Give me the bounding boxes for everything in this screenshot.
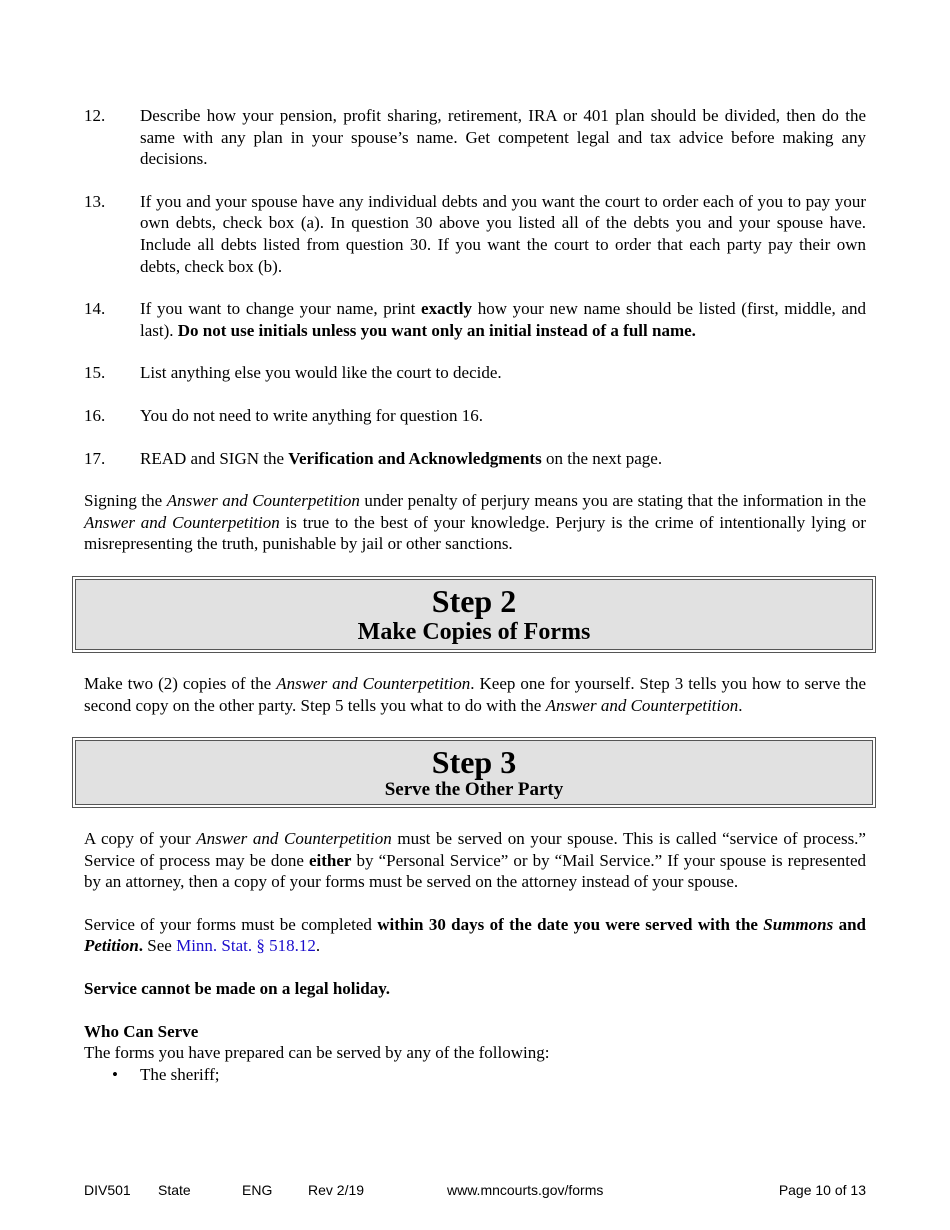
form-name: Answer and Counterpetition <box>196 829 392 849</box>
text-part: . Keep one for yourself. Step 3 tells you how to serve the second copy on the other party. Step 5 tells you what to do with the <box>84 673 866 715</box>
item-text-part: READ and SIGN the <box>140 448 289 468</box>
service-deadline-paragraph <box>84 914 866 957</box>
text-bold: either <box>308 850 352 870</box>
instruction-item-17 <box>84 448 866 470</box>
text-part: Service of your forms must be completed <box>84 914 378 934</box>
footer-state: State <box>158 1182 191 1198</box>
form-name: Petition <box>84 936 139 956</box>
item-number: 13. <box>84 191 106 211</box>
text-part: must be served on your spouse. This is called “service of process.” Service of process may be done <box>84 829 866 870</box>
who-can-serve-text: The forms you have prepared can be served by any of the following: <box>84 1043 550 1063</box>
item-text: You do not need to write anything for question 16. <box>140 405 483 425</box>
statute-link[interactable]: Minn. Stat. § 518.12 <box>176 936 316 956</box>
item-text-bold: exactly <box>421 299 473 319</box>
step-2-paragraph <box>84 673 866 716</box>
text-part: under penalty of perjury means you are stating that the information in the <box>359 491 866 511</box>
text-bold: within 30 days of the date you were served with the <box>377 914 764 934</box>
instruction-item-12 <box>84 105 866 170</box>
step-subtitle: Serve the Other Party <box>384 779 564 801</box>
page-footer <box>84 1180 866 1198</box>
instruction-item-16 <box>84 405 866 427</box>
instruction-item-15 <box>84 362 866 384</box>
item-text: List anything else you would like the court to decide. <box>140 363 502 383</box>
step-3-header-inner <box>75 740 873 805</box>
footer-form-code: DIV501 <box>84 1182 131 1198</box>
item-text-part: on the next page. <box>541 448 663 468</box>
item-text: If you and your spouse have any individual debts and you want the court to order each of you to pay your own debts, check box (a). In question 30 above you listed all of the debts you and your spouse have. Include all debts listed from question 30. If you want the court to order that each party pay their own debts, check box (b). <box>140 191 866 276</box>
section-heading: Who Can Serve <box>84 1021 199 1041</box>
item-number: 12. <box>84 106 106 125</box>
list-item-text: The sheriff; <box>140 1064 220 1084</box>
step-title: Step 3 <box>431 744 517 781</box>
service-paragraph <box>84 828 866 893</box>
step-3-header <box>72 737 876 808</box>
holiday-notice <box>84 978 866 1000</box>
text-bold: Service cannot be made on a legal holiday. <box>84 979 390 999</box>
item-number: 15. <box>84 363 106 383</box>
footer-page-number: Page 10 of 13 <box>778 1182 866 1198</box>
item-number: 14. <box>84 299 106 319</box>
perjury-paragraph <box>84 490 866 555</box>
footer-revision: Rev 2/19 <box>308 1182 365 1198</box>
footer-language: ENG <box>242 1182 273 1198</box>
item-number: 16. <box>84 405 106 425</box>
who-can-serve-heading <box>84 1021 866 1043</box>
step-subtitle: Make Copies of Forms <box>357 618 591 645</box>
instruction-item-13 <box>84 191 866 277</box>
text-part: by “Personal Service” or by “Mail Service.” If your spouse is represented by an attorney, then a copy of your forms must be served on the attorney instead of your spouse. <box>84 850 867 892</box>
item-text-bold: Verification and Acknowledgments <box>288 448 542 468</box>
text-part: A copy of your <box>84 829 197 849</box>
item-text <box>140 448 866 470</box>
form-name: Answer and Counterpetition <box>276 673 471 693</box>
text-part: . <box>315 936 321 956</box>
step-title: Step 2 <box>431 582 517 619</box>
document-body <box>84 105 866 1085</box>
text-part: Make two (2) copies of the <box>84 673 277 693</box>
bullet-icon: • <box>112 1064 118 1084</box>
form-name: Answer and Counterpetition <box>166 491 360 511</box>
item-text: Describe how your pension, profit sharing, retirement, IRA or 401 plan should be divided, then do the same with any plan in your spouse’s name. Get competent legal and tax advice before making any decisions. <box>140 106 866 169</box>
item-number: 17. <box>84 448 106 468</box>
form-name: Answer and Counterpetition <box>545 695 739 715</box>
text-part: See <box>143 936 177 956</box>
step-2-header-inner <box>75 579 873 650</box>
form-name: Summons <box>763 914 834 934</box>
item-text <box>140 298 866 341</box>
form-name: Answer and Counterpetition <box>84 512 280 532</box>
footer-url: www.mncourts.gov/forms <box>447 1182 604 1198</box>
text-part: . <box>738 695 743 715</box>
text-part: Signing the <box>84 491 167 511</box>
item-text-part: how your new name should be listed (first, middle, and last). <box>140 299 866 340</box>
text-bold: and <box>833 914 866 934</box>
item-text-part: If you want to change your name, print <box>140 299 422 319</box>
instruction-item-14 <box>84 298 866 341</box>
list-item <box>112 1064 866 1086</box>
text-bold: . <box>138 936 144 956</box>
step-2-header <box>72 576 876 653</box>
text-part: is true to the best of your knowledge. Perjury is the crime of intentionally lying or misrepresenting the truth, punishable by jail or other sanctions. <box>84 512 866 554</box>
item-text-bold: Do not use initials unless you want only an initial instead of a full name. <box>177 320 696 340</box>
